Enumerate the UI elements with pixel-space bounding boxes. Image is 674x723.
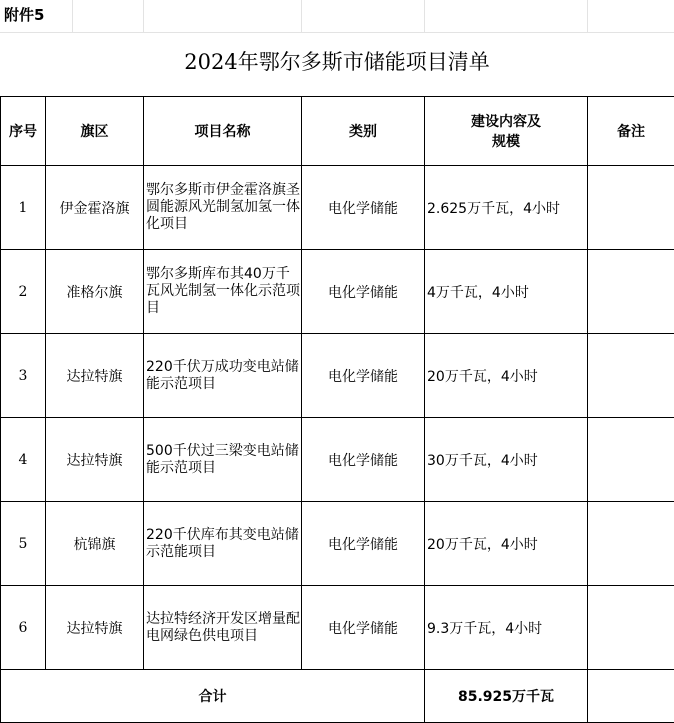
cell-remark [588, 250, 674, 334]
cell-name: 鄂尔多斯库布其40万千瓦风光制氢一体化示范项目 [144, 250, 302, 334]
table-row [1, 166, 674, 250]
cell-category: 电化学储能 [302, 250, 425, 334]
table-row [1, 250, 674, 334]
cell-banner: 伊金霍洛旗 [46, 166, 144, 250]
cell-no: 5 [1, 502, 46, 586]
table-row [1, 586, 674, 670]
cell-no: 3 [1, 334, 46, 418]
cell-scale: 30万千瓦，4小时 [425, 418, 588, 502]
cell-remark [588, 586, 674, 670]
cell-category: 电化学储能 [302, 418, 425, 502]
total-value: 85.925万千瓦 [425, 670, 588, 723]
header-banner: 旗区 [46, 97, 144, 166]
cell-name: 500千伏过三梁变电站储能示范项目 [144, 418, 302, 502]
table-row [1, 334, 674, 418]
header-category: 类别 [302, 97, 425, 166]
cell-scale: 2.625万千瓦，4小时 [425, 166, 588, 250]
project-table [0, 96, 674, 723]
cell-name: 220千伏万成功变电站储能示范项目 [144, 334, 302, 418]
table-row [1, 418, 674, 502]
cell-no: 6 [1, 586, 46, 670]
cell-banner: 准格尔旗 [46, 250, 144, 334]
header-no: 序号 [1, 97, 46, 166]
attachment-label: 附件5 [4, 6, 45, 24]
cell-scale: 4万千瓦，4小时 [425, 250, 588, 334]
cell-name: 达拉特经济开发区增量配电网绿色供电项目 [144, 586, 302, 670]
cell-banner: 达拉特旗 [46, 586, 144, 670]
cell-scale: 20万千瓦，4小时 [425, 334, 588, 418]
header-name: 项目名称 [144, 97, 302, 166]
header-scale [425, 97, 588, 166]
cell-remark [588, 418, 674, 502]
cell-category: 电化学储能 [302, 502, 425, 586]
cell-category: 电化学储能 [302, 166, 425, 250]
cell-no: 2 [1, 250, 46, 334]
cell-no: 1 [1, 166, 46, 250]
header-scale-line2: 规模 [492, 134, 520, 150]
total-remark [588, 670, 674, 723]
cell-no: 4 [1, 418, 46, 502]
cell-banner: 达拉特旗 [46, 418, 144, 502]
page-title: 2024年鄂尔多斯市储能项目清单 [184, 50, 490, 74]
header-scale-line1: 建设内容及 [471, 114, 541, 130]
header-remark: 备注 [588, 97, 674, 166]
table-row [1, 502, 674, 586]
cell-banner: 达拉特旗 [46, 334, 144, 418]
cell-category: 电化学储能 [302, 586, 425, 670]
cell-banner: 杭锦旗 [46, 502, 144, 586]
cell-remark [588, 502, 674, 586]
cell-name: 鄂尔多斯市伊金霍洛旗圣圆能源风光制氢加氢一体化项目 [144, 166, 302, 250]
cell-remark [588, 334, 674, 418]
total-row [1, 670, 674, 723]
cell-remark [588, 166, 674, 250]
cell-name: 220千伏库布其变电站储示范能项目 [144, 502, 302, 586]
cell-scale: 9.3万千瓦，4小时 [425, 586, 588, 670]
cell-scale: 20万千瓦，4小时 [425, 502, 588, 586]
total-label: 合计 [1, 670, 425, 723]
cell-category: 电化学储能 [302, 334, 425, 418]
header-row [1, 97, 674, 166]
